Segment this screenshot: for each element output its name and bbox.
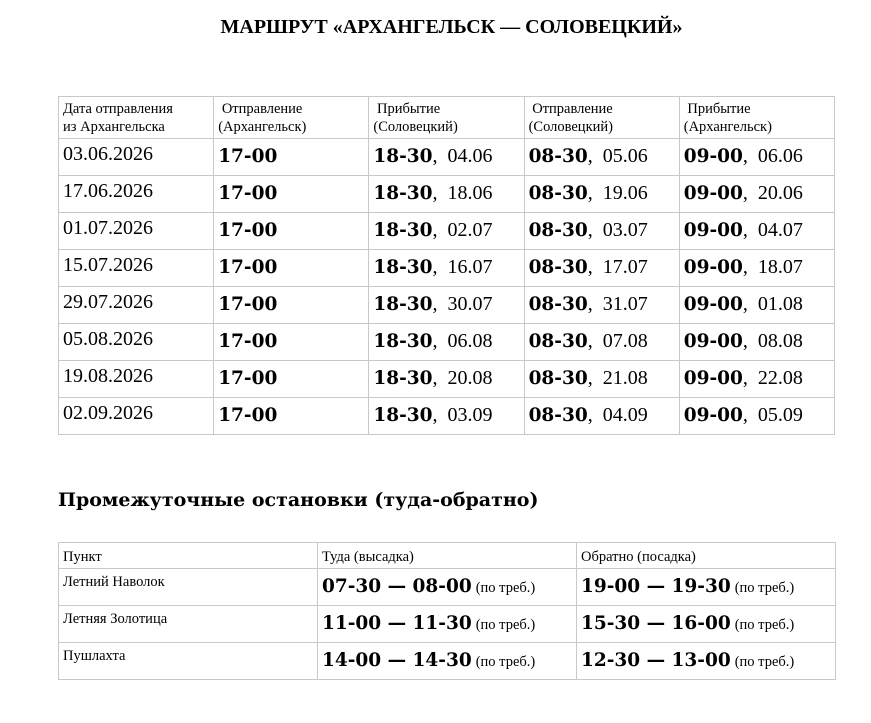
stops-header-row [59,543,836,569]
departure-arkhangelsk-time: 17-00 [214,361,369,398]
header-arrival-arkhangelsk: Прибытие (Архангельск) [679,97,834,139]
stop-row [59,606,836,643]
schedule-row [59,398,835,435]
departure-date: 29.07.2026 [59,287,214,324]
arrival-arkhangelsk: 09-00, 22.08 [679,361,834,398]
departure-arkhangelsk-time: 17-00 [214,398,369,435]
schedule-row [59,176,835,213]
departure-solovetsky: 08-30, 19.06 [524,176,679,213]
departure-solovetsky: 08-30, 05.06 [524,139,679,176]
departure-arkhangelsk-time: 17-00 [214,287,369,324]
stops-title: Промежуточные остановки (туда-обратно) [58,489,539,511]
header-departure-solovetsky: Отправление (Соловецкий) [524,97,679,139]
arrival-solovetsky: 18-30, 03.09 [369,398,524,435]
schedule-row [59,324,835,361]
header-point: Пункт [59,543,318,569]
departure-date: 03.06.2026 [59,139,214,176]
arrival-arkhangelsk: 09-00, 08.08 [679,324,834,361]
departure-date: 01.07.2026 [59,213,214,250]
arrival-arkhangelsk: 09-00, 06.06 [679,139,834,176]
stop-point: Пушлахта [59,643,318,680]
arrival-arkhangelsk: 09-00, 20.06 [679,176,834,213]
arrival-solovetsky: 18-30, 06.08 [369,324,524,361]
header-departure-date: Дата отправления из Архангельска [59,97,214,139]
schedule-row [59,250,835,287]
header-back: Обратно (посадка) [577,543,836,569]
arrival-arkhangelsk: 09-00, 04.07 [679,213,834,250]
arrival-solovetsky: 18-30, 30.07 [369,287,524,324]
schedule-row [59,139,835,176]
stop-point: Летняя Золотица [59,606,318,643]
departure-arkhangelsk-time: 17-00 [214,324,369,361]
departure-solovetsky: 08-30, 07.08 [524,324,679,361]
departure-solovetsky: 08-30, 17.07 [524,250,679,287]
departure-solovetsky: 08-30, 21.08 [524,361,679,398]
stop-there: 11-00 — 11-30 (по треб.) [318,606,577,643]
stop-point: Летний Наволок [59,569,318,606]
departure-arkhangelsk-time: 17-00 [214,176,369,213]
stop-back: 12-30 — 13-00 (по треб.) [577,643,836,680]
schedule-row [59,287,835,324]
departure-arkhangelsk-time: 17-00 [214,213,369,250]
arrival-arkhangelsk: 09-00, 01.08 [679,287,834,324]
on-demand-note: (по треб.) [734,654,795,670]
schedule-table [58,96,835,435]
stops-table [58,542,836,680]
schedule-header-row [59,97,835,139]
departure-solovetsky: 08-30, 31.07 [524,287,679,324]
arrival-solovetsky: 18-30, 18.06 [369,176,524,213]
stop-back: 15-30 — 16-00 (по треб.) [577,606,836,643]
stop-row [59,569,836,606]
on-demand-note: (по треб.) [475,617,536,633]
arrival-arkhangelsk: 09-00, 18.07 [679,250,834,287]
stop-there: 07-30 — 08-00 (по треб.) [318,569,577,606]
stop-there: 14-00 — 14-30 (по треб.) [318,643,577,680]
departure-date: 05.08.2026 [59,324,214,361]
arrival-solovetsky: 18-30, 16.07 [369,250,524,287]
arrival-arkhangelsk: 09-00, 05.09 [679,398,834,435]
on-demand-note: (по треб.) [734,617,795,633]
departure-arkhangelsk-time: 17-00 [214,250,369,287]
departure-arkhangelsk-time: 17-00 [214,139,369,176]
header-there: Туда (высадка) [318,543,577,569]
stop-row [59,643,836,680]
schedule-row [59,213,835,250]
departure-solovetsky: 08-30, 03.07 [524,213,679,250]
departure-date: 17.06.2026 [59,176,214,213]
page-title: МАРШРУТ «АРХАНГЕЛЬСК — СОЛОВЕЦКИЙ» [220,16,683,38]
arrival-solovetsky: 18-30, 02.07 [369,213,524,250]
on-demand-note: (по треб.) [734,580,795,596]
schedule-row [59,361,835,398]
header-arrival-solovetsky: Прибытие (Соловецкий) [369,97,524,139]
departure-date: 19.08.2026 [59,361,214,398]
header-departure-arkhangelsk: Отправление (Архангельск) [214,97,369,139]
departure-date: 15.07.2026 [59,250,214,287]
departure-date: 02.09.2026 [59,398,214,435]
stop-back: 19-00 — 19-30 (по треб.) [577,569,836,606]
arrival-solovetsky: 18-30, 04.06 [369,139,524,176]
departure-solovetsky: 08-30, 04.09 [524,398,679,435]
arrival-solovetsky: 18-30, 20.08 [369,361,524,398]
on-demand-note: (по треб.) [475,654,536,670]
on-demand-note: (по треб.) [475,580,536,596]
